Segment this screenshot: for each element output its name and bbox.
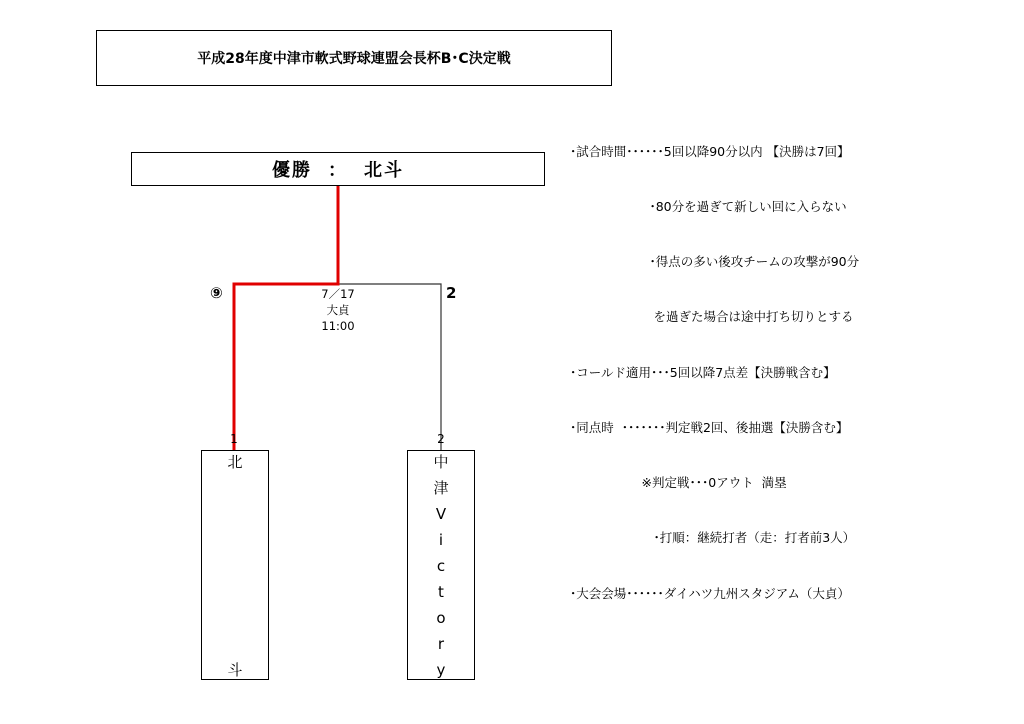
match-venue: 大貞 [326, 303, 350, 317]
rule-line: ･大会会場･･････ダイハツ九州スタジアム（大貞） [570, 585, 850, 601]
team-name-char: y [436, 661, 446, 679]
team-name-char: 津 [433, 479, 449, 497]
champion-label: 優勝 [272, 160, 312, 181]
team-name-char: i [438, 531, 444, 549]
team-name-char: 斗 [227, 661, 243, 679]
champion-separator: ： [328, 160, 348, 181]
team-name-char: o [436, 609, 446, 627]
team-name-char: c [436, 557, 446, 575]
rule-line: を過ぎた場合は途中打ち切りとする [570, 309, 854, 325]
team-box-nakatsu-victory [407, 450, 475, 680]
team-seed-2: 2 [437, 432, 445, 446]
rule-line: ･コールド適用･･･5回以降7点差【決勝戦含む】 [570, 364, 836, 380]
team-box-hokuto [201, 450, 269, 680]
team-name-char: t [438, 583, 444, 601]
team-name-char: r [437, 635, 445, 653]
match-time: 11:00 [321, 319, 355, 333]
team-name-char: V [435, 505, 447, 523]
team-name-char: 北 [227, 453, 243, 471]
rule-line: ※判定戦･･･0アウト 満塁 [570, 475, 787, 491]
rule-line: ･80分を過ぎて新しい回に入らない [570, 199, 847, 215]
rule-line: ･得点の多い後攻チームの攻撃が90分 [570, 254, 860, 270]
tournament-title: 平成28年度中津市軟式野球連盟会長杯B･C決定戦 [96, 30, 612, 86]
champion-team: 北斗 [364, 160, 404, 181]
rule-line: ･打順：継続打者（走：打者前3人） [570, 530, 856, 546]
match-date: 7／17 [321, 287, 355, 301]
score-left: ⑨ [210, 284, 223, 302]
rule-line: ･同点時 ･･･････判定戦2回、後抽選【決勝含む】 [570, 419, 849, 435]
team-name-char: 中 [433, 453, 449, 471]
match-info [300, 286, 376, 334]
team-seed-1: 1 [230, 432, 238, 446]
rule-line: ･試合時間･･････5回以降90分以内 【決勝は7回】 [570, 143, 850, 159]
score-right: 2 [446, 284, 457, 302]
